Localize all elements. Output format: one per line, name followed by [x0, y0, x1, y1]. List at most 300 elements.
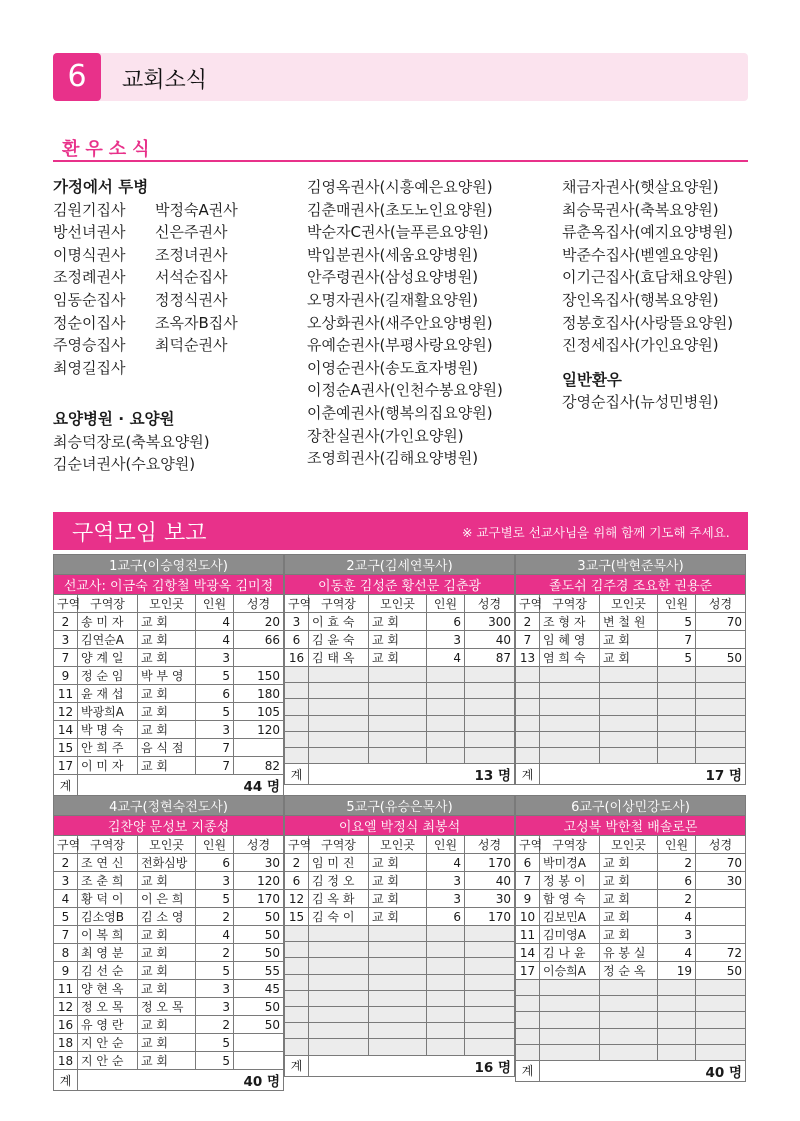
district-table: [515, 554, 746, 785]
table-row: [285, 631, 515, 649]
table-row: [516, 908, 746, 926]
empty-cell: [309, 667, 369, 683]
zone-number: 3: [285, 613, 309, 631]
empty-row: [285, 1023, 515, 1039]
column-header-row: [285, 595, 515, 613]
total-value: 16 명: [309, 1055, 515, 1076]
section-number: 6: [53, 53, 101, 101]
empty-cell: [369, 974, 427, 990]
leader-name: 정 순 임: [78, 667, 138, 685]
total-row: [516, 1060, 746, 1081]
bible-count: 105: [234, 703, 284, 721]
bible-count: [696, 631, 746, 649]
zone-number: 17: [54, 757, 78, 775]
empty-row: [516, 699, 746, 715]
empty-cell: [696, 731, 746, 747]
empty-cell: [309, 715, 369, 731]
leader-name: 이 효 숙: [309, 613, 369, 631]
leader-name: 조 형 자: [540, 613, 600, 631]
home-pair-row: [53, 312, 238, 335]
empty-cell: [427, 1006, 465, 1022]
zone-number: 18: [54, 1052, 78, 1070]
missionary-names: 이요엘 박정식 최봉석: [285, 816, 515, 836]
attendance: 3: [196, 872, 234, 890]
column-header: 구역장: [540, 595, 600, 613]
empty-cell: [658, 1012, 696, 1028]
attendance: 5: [196, 703, 234, 721]
table-row: [54, 854, 284, 872]
bible-count: [696, 890, 746, 908]
empty-cell: [309, 926, 369, 942]
empty-cell: [540, 996, 600, 1012]
table-row: [54, 1034, 284, 1052]
leader-name: 송 미 자: [78, 613, 138, 631]
zone-number: 12: [54, 998, 78, 1016]
meeting-place: 교 회: [138, 613, 196, 631]
total-row: [285, 1055, 515, 1076]
leader-name: 김 정 오: [309, 872, 369, 890]
zone-number: 11: [54, 980, 78, 998]
patient-entry: 오상화권사(새주안요양병원): [307, 313, 493, 332]
empty-cell: [465, 942, 515, 958]
patient-entry: 김순녀권사(수요양원): [53, 455, 196, 474]
bible-count: 50: [696, 962, 746, 980]
bible-count: 30: [465, 890, 515, 908]
empty-cell: [369, 942, 427, 958]
empty-row: [285, 1006, 515, 1022]
table-row: [285, 890, 515, 908]
zone-number: 9: [54, 667, 78, 685]
table-row: [516, 854, 746, 872]
district-name-row: [285, 555, 515, 575]
empty-cell: [696, 1028, 746, 1044]
total-row: [285, 764, 515, 785]
zone-number: 8: [54, 944, 78, 962]
empty-cell: [600, 699, 658, 715]
missionary-names: 선교사: 이금숙 김항철 박광옥 김미정: [54, 575, 284, 595]
attendance: 5: [658, 649, 696, 667]
empty-cell: [600, 747, 658, 763]
meeting-place: 교 회: [600, 631, 658, 649]
patient-entry: 장찬실권사(가인요양원): [307, 426, 464, 445]
attendance: 5: [658, 613, 696, 631]
meeting-place: 교 회: [138, 685, 196, 703]
leader-name: 임 혜 영: [540, 631, 600, 649]
report-note: ※ 교구별로 선교사님을 위해 함께 기도해 주세요.: [462, 525, 730, 540]
leader-name: 김 선 순: [78, 962, 138, 980]
leader-name: 이승희A: [540, 962, 600, 980]
bible-count: [234, 739, 284, 757]
empty-cell: [540, 715, 600, 731]
district-name-row: [54, 555, 284, 575]
meeting-place: 김 소 영: [138, 908, 196, 926]
column-header: 구역장: [309, 836, 369, 854]
zone-number: 4: [54, 890, 78, 908]
total-label: 계: [516, 1060, 540, 1081]
empty-cell: [427, 683, 465, 699]
leader-name: 김 나 윤: [540, 944, 600, 962]
empty-cell: [465, 1039, 515, 1055]
home-pair-row: [53, 221, 238, 244]
total-row: [516, 764, 746, 785]
table-row: [54, 721, 284, 739]
hospital-list: [53, 431, 238, 476]
meeting-place: 박 부 영: [138, 667, 196, 685]
zone-number: 6: [516, 854, 540, 872]
empty-cell: [516, 731, 540, 747]
total-value: 13 명: [309, 764, 515, 785]
empty-cell: [696, 1044, 746, 1060]
empty-cell: [658, 1028, 696, 1044]
empty-row: [285, 942, 515, 958]
attendance: 6: [427, 613, 465, 631]
zone-number: 6: [285, 631, 309, 649]
empty-cell: [465, 974, 515, 990]
column-header: 성경: [234, 836, 284, 854]
empty-cell: [465, 715, 515, 731]
patient-entry: 김춘매권사(초도노인요양원): [307, 200, 493, 219]
leader-name: 김보민A: [540, 908, 600, 926]
home-pair-row: [53, 334, 238, 357]
empty-cell: [369, 667, 427, 683]
bible-count: 70: [696, 613, 746, 631]
zone-number: 18: [54, 1034, 78, 1052]
empty-cell: [516, 1012, 540, 1028]
bible-count: 87: [465, 649, 515, 667]
attendance: 7: [196, 757, 234, 775]
column-header: 구역: [54, 595, 78, 613]
general-list: [562, 391, 733, 414]
table-row: [516, 649, 746, 667]
district-name: 2교구(김세연목사): [285, 555, 515, 575]
zone-number: 17: [516, 962, 540, 980]
attendance: 4: [427, 649, 465, 667]
district-name-row: [516, 796, 746, 816]
patient-name: 조정례권사: [53, 268, 126, 287]
bible-count: 72: [696, 944, 746, 962]
empty-cell: [369, 990, 427, 1006]
home-list: [53, 199, 238, 380]
missionary-row: [516, 575, 746, 595]
empty-cell: [285, 747, 309, 763]
column-header: 구역장: [540, 836, 600, 854]
empty-cell: [600, 1012, 658, 1028]
empty-cell: [285, 990, 309, 1006]
meeting-place: 이 은 희: [138, 890, 196, 908]
empty-cell: [696, 747, 746, 763]
meeting-place: 전화심방: [138, 854, 196, 872]
meeting-place: 교 회: [138, 1034, 196, 1052]
attendance: 4: [196, 613, 234, 631]
attendance: 5: [196, 962, 234, 980]
empty-cell: [540, 731, 600, 747]
attendance: 4: [658, 944, 696, 962]
zone-number: 15: [54, 739, 78, 757]
bible-count: [696, 926, 746, 944]
patient-name: 최덕순권사: [155, 336, 228, 355]
zone-number: 7: [54, 926, 78, 944]
attendance: 5: [196, 890, 234, 908]
patient-entry: 최승묵권사(축복요양원): [562, 200, 719, 219]
meeting-place: 정 오 목: [138, 998, 196, 1016]
empty-cell: [600, 667, 658, 683]
empty-cell: [427, 942, 465, 958]
table-row: [516, 944, 746, 962]
leader-name: 윤 재 섭: [78, 685, 138, 703]
home-pair-row: [53, 289, 238, 312]
total-value: 17 명: [540, 764, 746, 785]
meeting-place: 교 회: [369, 872, 427, 890]
empty-cell: [658, 667, 696, 683]
empty-cell: [600, 1028, 658, 1044]
zone-number: 15: [285, 908, 309, 926]
column-header: 성경: [696, 836, 746, 854]
empty-cell: [516, 996, 540, 1012]
empty-row: [285, 974, 515, 990]
zone-number: 10: [516, 908, 540, 926]
empty-row: [516, 1012, 746, 1028]
empty-row: [285, 715, 515, 731]
patient-entry: 김영옥권사(시흥예은요양원): [307, 178, 493, 196]
leader-name: 양 계 일: [78, 649, 138, 667]
meeting-place: 교 회: [138, 872, 196, 890]
empty-cell: [540, 667, 600, 683]
zone-number: 6: [285, 872, 309, 890]
meeting-place: 교 회: [138, 721, 196, 739]
empty-row: [285, 667, 515, 683]
bible-count: 82: [234, 757, 284, 775]
leader-name: 이 복 희: [78, 926, 138, 944]
bible-count: 50: [234, 926, 284, 944]
empty-cell: [285, 1039, 309, 1055]
table-row: [285, 613, 515, 631]
bible-count: [234, 1052, 284, 1070]
zone-number: 14: [54, 721, 78, 739]
table-row: [54, 998, 284, 1016]
patient-entry: 박입분권사(세움요양병원): [307, 245, 479, 264]
empty-cell: [285, 683, 309, 699]
bible-count: 50: [696, 649, 746, 667]
empty-cell: [285, 1006, 309, 1022]
empty-cell: [540, 1028, 600, 1044]
bible-count: 70: [696, 854, 746, 872]
table-row: [516, 962, 746, 980]
bible-count: 40: [465, 631, 515, 649]
empty-row: [516, 996, 746, 1012]
meeting-place: 교 회: [138, 757, 196, 775]
attendance: 19: [658, 962, 696, 980]
leader-name: 황 덕 이: [78, 890, 138, 908]
empty-cell: [600, 1044, 658, 1060]
leader-name: 지 안 순: [78, 1034, 138, 1052]
empty-cell: [309, 990, 369, 1006]
empty-cell: [516, 1028, 540, 1044]
empty-cell: [309, 1006, 369, 1022]
total-label: 계: [54, 1070, 78, 1091]
empty-cell: [309, 731, 369, 747]
leader-name: 박광희A: [78, 703, 138, 721]
bible-count: 30: [696, 872, 746, 890]
empty-cell: [309, 958, 369, 974]
patient-entry: 오명자권사(길재활요양원): [307, 290, 479, 309]
column-header-row: [54, 595, 284, 613]
leader-name: 김연순A: [78, 631, 138, 649]
column-header: 구역장: [78, 836, 138, 854]
empty-cell: [369, 731, 427, 747]
patient-entry: 박준수집사(벧엘요양원): [562, 245, 719, 264]
leader-name: 지 안 순: [78, 1052, 138, 1070]
district-name: 3교구(박현준목사): [516, 555, 746, 575]
bible-count: 66: [234, 631, 284, 649]
meeting-place: 교 회: [138, 1052, 196, 1070]
meeting-place: 교 회: [369, 854, 427, 872]
column-header: 모인곳: [138, 595, 196, 613]
empty-cell: [696, 667, 746, 683]
empty-row: [516, 731, 746, 747]
patient-entry: 이춘예권사(행복의집요양원): [307, 403, 493, 422]
missionary-row: [285, 816, 515, 836]
sick-middle-column: [307, 176, 503, 470]
empty-cell: [309, 974, 369, 990]
column-header: 인원: [658, 595, 696, 613]
attendance: 3: [427, 631, 465, 649]
patient-name: 이명식권사: [53, 245, 126, 264]
bible-count: 150: [234, 667, 284, 685]
total-label: 계: [285, 1055, 309, 1076]
empty-row: [285, 699, 515, 715]
district-table: [284, 554, 515, 785]
patient-name: 조옥자B집사: [155, 313, 238, 332]
attendance: 2: [658, 890, 696, 908]
district-name: 4교구(정현숙전도사): [54, 796, 284, 816]
district-table: [53, 554, 284, 796]
sick-right-column: [562, 176, 733, 414]
zone-number: 3: [54, 872, 78, 890]
attendance: 3: [196, 980, 234, 998]
patient-name: 조정녀권사: [155, 245, 228, 264]
empty-row: [516, 980, 746, 996]
empty-cell: [427, 731, 465, 747]
column-header: 성경: [465, 595, 515, 613]
total-row: [54, 1070, 284, 1091]
zone-number: 12: [285, 890, 309, 908]
table-row: [516, 631, 746, 649]
attendance: 2: [196, 944, 234, 962]
patient-entry: 안주령권사(삼성요양병원): [307, 268, 479, 287]
empty-row: [285, 958, 515, 974]
patient-entry: 진정세집사(가인요양원): [562, 336, 719, 355]
home-pair-row: [53, 266, 238, 289]
leader-name: 이 미 자: [78, 757, 138, 775]
missionary-names: 고성복 박한철 배솔로몬: [516, 816, 746, 836]
empty-cell: [600, 980, 658, 996]
attendance: 3: [427, 890, 465, 908]
leader-name: 유 영 란: [78, 1016, 138, 1034]
column-header: 인원: [196, 595, 234, 613]
empty-cell: [658, 715, 696, 731]
empty-cell: [600, 683, 658, 699]
leader-name: 김미영A: [540, 926, 600, 944]
meeting-place: 음 식 점: [138, 739, 196, 757]
meeting-place: 유 봉 실: [600, 944, 658, 962]
leader-name: 안 희 주: [78, 739, 138, 757]
sick-news-divider: [53, 160, 748, 162]
meeting-place: 교 회: [369, 890, 427, 908]
column-header-row: [285, 836, 515, 854]
bible-count: 40: [465, 872, 515, 890]
meeting-place: 교 회: [138, 1016, 196, 1034]
table-row: [516, 872, 746, 890]
patient-name: 서석순집사: [155, 268, 228, 287]
bible-count: 50: [234, 1016, 284, 1034]
attendance: 7: [658, 631, 696, 649]
empty-cell: [516, 980, 540, 996]
column-header: 모인곳: [369, 836, 427, 854]
empty-cell: [427, 1039, 465, 1055]
column-header: 성경: [465, 836, 515, 854]
patient-entry: 장인옥집사(행복요양원): [562, 290, 719, 309]
meeting-place: 교 회: [369, 613, 427, 631]
column-header: 모인곳: [600, 595, 658, 613]
attendance: 6: [196, 854, 234, 872]
empty-cell: [369, 1039, 427, 1055]
total-label: 계: [285, 764, 309, 785]
column-header: 인원: [427, 836, 465, 854]
empty-cell: [465, 1006, 515, 1022]
table-row: [516, 890, 746, 908]
empty-cell: [427, 667, 465, 683]
column-header: 구역: [516, 836, 540, 854]
missionary-names: 졸도쉬 김주경 조요한 권용준: [516, 575, 746, 595]
attendance: 2: [196, 908, 234, 926]
bible-count: 120: [234, 721, 284, 739]
bible-count: 50: [234, 998, 284, 1016]
table-row: [54, 980, 284, 998]
zone-number: 5: [54, 908, 78, 926]
column-header: 성경: [696, 595, 746, 613]
empty-row: [516, 1028, 746, 1044]
column-header: 구역: [54, 836, 78, 854]
column-header: 구역: [285, 595, 309, 613]
empty-cell: [285, 699, 309, 715]
empty-cell: [427, 990, 465, 1006]
bible-count: 170: [234, 890, 284, 908]
bible-count: 45: [234, 980, 284, 998]
missionary-names: 김찬양 문성보 지종성: [54, 816, 284, 836]
patient-name: 정순이집사: [53, 313, 126, 332]
empty-row: [285, 1039, 515, 1055]
table-row: [54, 890, 284, 908]
empty-cell: [540, 980, 600, 996]
empty-row: [285, 683, 515, 699]
table-row: [54, 703, 284, 721]
district-table: [284, 795, 515, 1077]
empty-cell: [658, 1044, 696, 1060]
column-header-row: [516, 595, 746, 613]
meeting-place: 변 철 원: [600, 613, 658, 631]
table-row: [54, 962, 284, 980]
meeting-place: 교 회: [600, 649, 658, 667]
table-row: [285, 649, 515, 667]
attendance: 4: [196, 631, 234, 649]
empty-cell: [465, 990, 515, 1006]
column-header-row: [516, 836, 746, 854]
bible-count: 55: [234, 962, 284, 980]
empty-cell: [600, 715, 658, 731]
table-row: [54, 631, 284, 649]
attendance: 6: [427, 908, 465, 926]
empty-cell: [540, 699, 600, 715]
